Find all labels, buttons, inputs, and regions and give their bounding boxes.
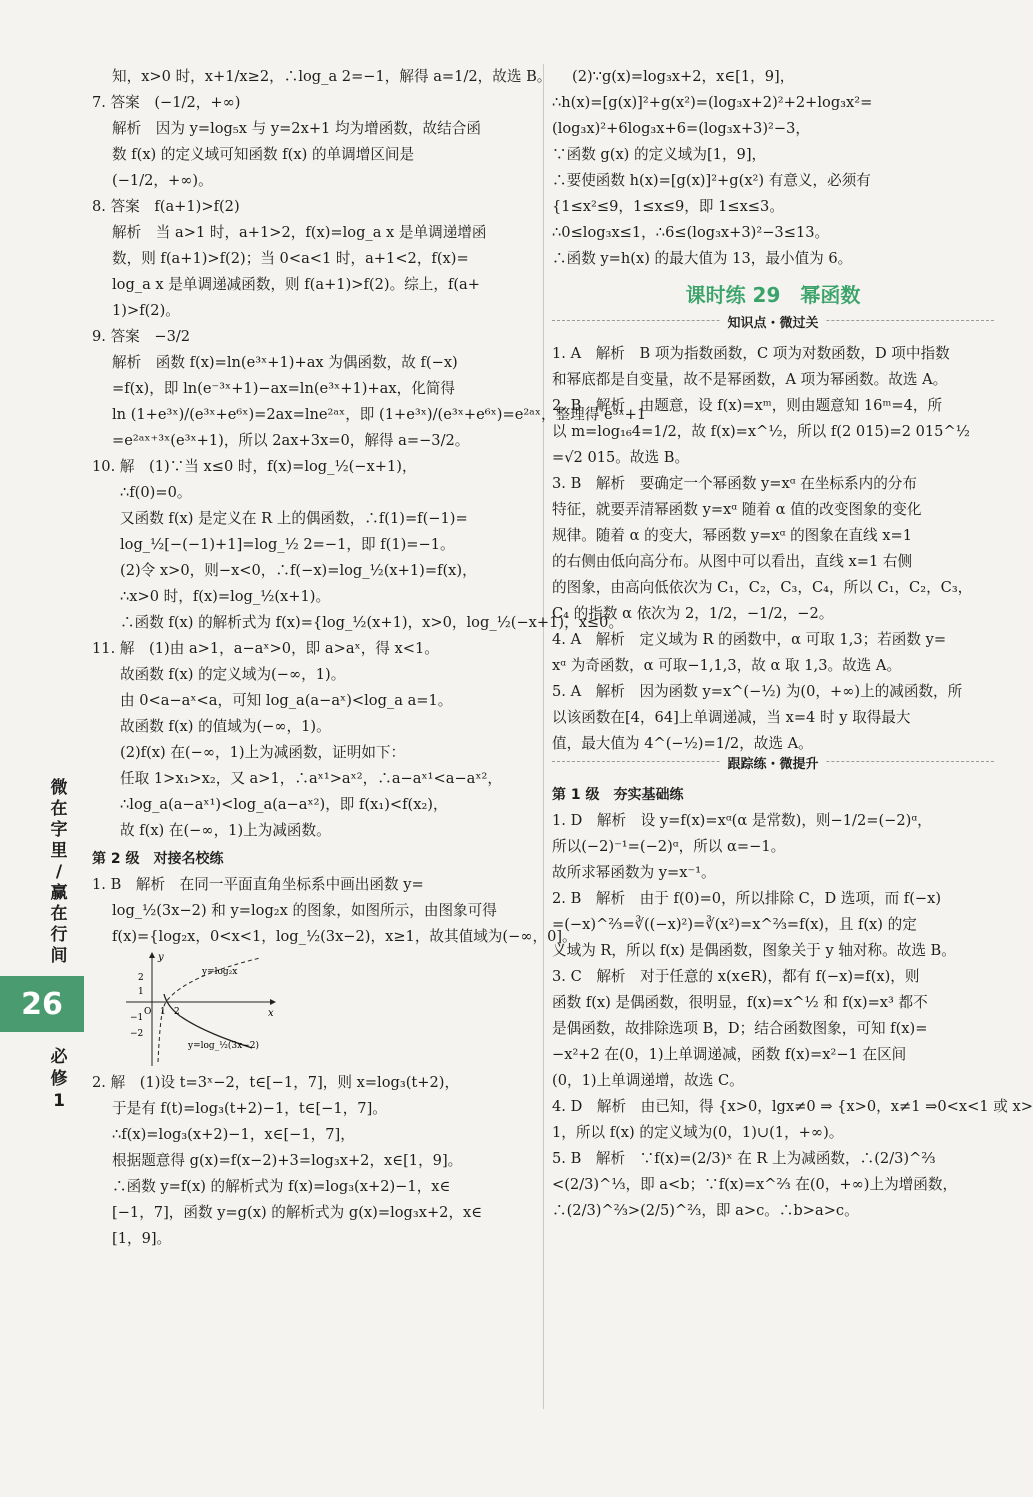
text-line: xᵅ 为奇函数，α 可取−1,1,3，故 α 取 1,3。故选 A。 <box>552 657 902 674</box>
text-line: ∴h(x)=[g(x)]²+g(x²)=(log₃x+2)²+2+log₃x²= <box>552 94 873 111</box>
text-line: 的右侧由低向高分布。从图中可以看出，直线 x=1 右侧 <box>552 553 913 570</box>
text-line: 4. A 解析 定义域为 R 的函数中，α 可取 1,3；若函数 y= <box>552 631 947 648</box>
text-line: 10. 解 (1)∵当 x≤0 时，f(x)=log_½(−x+1)， <box>92 458 417 475</box>
text-line: 根据题意得 g(x)=f(x−2)+3=log₃x+2，x∈[1，9]。 <box>112 1152 463 1169</box>
graph-tick-y-neg1: −1 <box>130 1013 144 1023</box>
text-line: 值，最大值为 4^(−½)=1/2，故选 A。 <box>552 735 813 752</box>
text-line: 特征，就要弄清幂函数 y=xᵅ 随着 α 值的改变图象的变化 <box>552 501 922 518</box>
margin-title <box>44 778 74 967</box>
text-line: 所以(−2)⁻¹=(−2)ᵅ，所以 α=−1。 <box>552 838 786 855</box>
text-line: 11. 解 (1)由 a>1，a−aˣ>0，即 a>aˣ，得 x<1。 <box>92 640 439 657</box>
text-line: 7. 答案 (−1/2，+∞) <box>92 94 241 111</box>
text-line: ∴(2/3)^⅔>(2/5)^⅔，即 a>c。∴b>a>c。 <box>552 1202 859 1219</box>
text-line: 和幂底都是自变量，故不是幂函数，A 项为幂函数。故选 A。 <box>552 371 948 388</box>
text-line: 又函数 f(x) 是定义在 R 上的偶函数，∴f(1)=f(−1)= <box>120 510 468 527</box>
text-line: ∴函数 f(x) 的解析式为 f(x)={log_½(x+1)，x>0，log_½(−x+1)，x≤0。 <box>120 614 624 631</box>
text-line: 8. 答案 f(a+1)>f(2) <box>92 198 240 215</box>
margin-title-char: 赢 <box>50 883 68 903</box>
text-line: 故函数 f(x) 的定义域为(−∞，1)。 <box>120 666 346 683</box>
text-line: 1，所以 f(x) 的定义域为(0，1)∪(1，+∞)。 <box>552 1124 844 1141</box>
graph-axis-x-label: x <box>268 1008 274 1019</box>
text-line: 3. C 解析 对于任意的 x(x∈R)，都有 f(−x)=f(x)，则 <box>552 968 920 985</box>
text-line: (−1/2，+∞)。 <box>112 172 213 189</box>
graph-label-lower: y=log_½(3x−2) <box>188 1041 259 1051</box>
text-line: =√2 015。故选 B。 <box>552 449 690 466</box>
level1-heading: 第 1 级 夯实基础练 <box>552 787 684 803</box>
text-line: <(2/3)^⅓，即 a<b；∵f(x)=x^⅔ 在(0，+∞)上为增函数， <box>552 1176 958 1193</box>
column-divider <box>543 64 544 1409</box>
text-line: 数 f(x) 的定义域可知函数 f(x) 的单调增区间是 <box>112 146 415 163</box>
text-line: f(x)={log₂x，0<x<1，log_½(3x−2)，x≥1，故其值域为(−∞，0]。 <box>112 928 577 945</box>
text-line: 5. A 解析 因为函数 y=x^(−½) 为(0，+∞)上的减函数，所 <box>552 683 963 700</box>
left-problem2-block <box>92 1070 536 1252</box>
text-line: 是偶函数，故排除选项 B，D；结合函数图象，可知 f(x)= <box>552 1020 928 1037</box>
text-line: ∴要使函数 h(x)=[g(x)]²+g(x²) 有意义，必须有 <box>552 172 871 189</box>
text-line: 以 m=log₁₆4=1/2，故 f(x)=x^½，所以 f(2 015)=2 015^½ <box>552 423 970 440</box>
margin-title-char: 在 <box>50 799 68 819</box>
text-line: log_½(3x−2) 和 y=log₂x 的图象，如图所示，由图象可得 <box>112 902 497 919</box>
text-line: ∴f(x)=log₃(x+2)−1，x∈[−1，7]， <box>112 1126 355 1143</box>
right-column <box>552 64 1033 1224</box>
text-line: 1. D 解析 设 y=f(x)=xᵅ(α 是常数)，则−1/2=(−2)ᵅ， <box>552 812 932 829</box>
text-line: 任取 1>x₁>x₂，又 a>1，∴aˣ¹>aˣ²，∴a−aˣ¹<a−aˣ²， <box>120 770 502 787</box>
text-line: 5. B 解析 ∵f(x)=(2/3)ˣ 在 R 上为减函数，∴(2/3)^⅔ <box>552 1150 936 1167</box>
book-volume <box>44 1046 74 1112</box>
text-line: 于是有 f(t)=log₃(t+2)−1，t∈[−1，7]。 <box>112 1100 387 1117</box>
text-line: 解析 函数 f(x)=ln(e³ˣ+1)+ax 为偶函数，故 f(−x) <box>112 354 458 371</box>
graph-tick-x-1: 1 <box>160 1007 166 1017</box>
graph-tick-y-2: 2 <box>138 973 144 983</box>
text-line: 2. B 解析 由题意，设 f(x)=xᵐ，则由题意知 16ᵐ=4，所 <box>552 397 943 414</box>
text-line: 4. D 解析 由已知，得 {x>0，lgx≠0 ⇒ {x>0，x≠1 ⇒0<x<1 或 x> <box>552 1098 1033 1115</box>
book-volume-char: 修 <box>50 1069 68 1089</box>
text-line: [−1，7]，函数 y=g(x) 的解析式为 g(x)=log₃x+2，x∈ <box>112 1204 483 1221</box>
graph-tick-y-1: 1 <box>138 987 144 997</box>
text-line: ∵函数 g(x) 的定义域为[1，9]， <box>552 146 767 163</box>
text-line: ∴log_a(a−aˣ¹)<log_a(a−aˣ²)，即 f(x₁)<f(x₂)， <box>120 796 448 813</box>
book-volume-char: 必 <box>50 1047 68 1067</box>
lesson-title: 课时练 29 幂函数 <box>685 283 861 307</box>
right-continuation-block <box>552 64 994 272</box>
text-line: 2. 解 (1)设 t=3ˣ−2，t∈[−1，7]，则 x=log₃(t+2)， <box>92 1074 460 1091</box>
section-divider-2 <box>552 757 994 778</box>
graph-tick-y-neg2: −2 <box>130 1029 144 1039</box>
text-line: ∴函数 y=h(x) 的最大值为 13，最小值为 6。 <box>552 250 853 267</box>
margin-title-char: / <box>55 862 63 882</box>
text-line: 解析 当 a>1 时，a+1>2，f(x)=log_a x 是单调递增函 <box>112 224 487 241</box>
text-line: (log₃x)²+6log₃x+6=(log₃x+3)²−3， <box>552 120 810 137</box>
left-level2-block <box>92 872 577 950</box>
text-line: 1. B 解析 在同一平面直角坐标系中画出函数 y= <box>92 876 424 893</box>
text-line: 义域为 R，所以 f(x) 是偶函数，图象关于 y 轴对称。故选 B。 <box>552 942 956 959</box>
graph-origin: O <box>144 1007 152 1017</box>
page-number-tab <box>0 976 84 1032</box>
text-line: log_a x 是单调递减函数，则 f(a+1)>f(2)。综上，f(a+ <box>112 276 480 293</box>
text-line: 1)>f(2)。 <box>112 302 180 319</box>
text-line: ∴x>0 时，f(x)=log_½(x+1)。 <box>120 588 331 605</box>
margin-title-char: 字 <box>50 820 68 840</box>
text-line: 的图象，由高向低依次为 C₁，C₂，C₃，C₄，所以 C₁，C₂，C₃， <box>552 579 973 596</box>
text-line: 3. B 解析 要确定一个幂函数 y=xᵅ 在坐标系内的分布 <box>552 475 917 492</box>
graph-label-upper: y=log₂x <box>202 967 238 977</box>
text-line: =e²ᵃˣ⁺³ˣ(e³ˣ+1)，所以 2ax+3x=0，解得 a=−3/2。 <box>112 432 470 449</box>
level2-heading: 第 2 级 对接名校练 <box>92 851 224 867</box>
text-line: 2. B 解析 由于 f(0)=0，所以排除 C，D 选项，而 f(−x) <box>552 890 942 907</box>
x-axis-arrow <box>270 999 276 1005</box>
text-line: (2)f(x) 在(−∞，1)上为减函数，证明如下： <box>120 744 406 761</box>
right-knowledge-block <box>552 341 994 757</box>
margin-title-char: 里 <box>50 841 68 861</box>
text-line: C₄ 的指数 α 依次为 2，1/2，−1/2，−2。 <box>552 605 834 622</box>
section-title-practice: 跟踪练・微提升 <box>719 752 826 778</box>
text-line: 故函数 f(x) 的值域为(−∞，1)。 <box>120 718 331 735</box>
book-volume-char: 1 <box>53 1091 65 1111</box>
text-line: 故 f(x) 在(−∞，1)上为减函数。 <box>120 822 331 839</box>
text-line: =(−x)^⅔=∛((−x)²)=∛(x²)=x^⅔=f(x)，且 f(x) 的定 <box>552 916 917 933</box>
margin-title-char: 在 <box>50 904 68 924</box>
text-line: 数，则 f(a+1)>f(2)；当 0<a<1 时，a+1<2，f(x)= <box>112 250 469 267</box>
text-line: log_½[−(−1)+1]=log_½ 2=−1，即 f(1)=−1。 <box>120 536 455 553</box>
text-line: ln (1+e³ˣ)/(e³ˣ+e⁶ˣ)=2ax=lne²ᵃˣ，即 (1+e³ˣ)/(e³ˣ+e⁶ˣ)=e²ᵃˣ，整理得 e³ˣ+1 <box>112 406 647 423</box>
section-divider-1 <box>552 316 994 337</box>
graph-tick-x-2: 2 <box>174 1007 180 1017</box>
page-number: 26 <box>21 986 63 1022</box>
text-line: −x²+2 在(0，1)上单调递减，函数 f(x)=x²−1 在区间 <box>552 1046 907 1063</box>
margin-title-char: 行 <box>50 925 68 945</box>
text-line: 解析 因为 y=log₅x 与 y=2x+1 均为增函数，故结合函 <box>112 120 481 137</box>
text-line: 知，x>0 时，x+1/x≥2，∴log_a 2=−1，解得 a=1/2，故选 B。 <box>112 68 552 85</box>
text-line: 由 0<a−aˣ<a，可知 log_a(a−aˣ)<log_a a=1。 <box>120 692 453 709</box>
text-line: 1. A 解析 B 项为指数函数，C 项为对数函数，D 项中指数 <box>552 345 950 362</box>
text-line: ∴f(0)=0。 <box>120 484 192 501</box>
text-line: ∴0≤log₃x≤1，∴6≤(log₃x+3)²−3≤13。 <box>552 224 830 241</box>
text-line: 规律。随着 α 的变大，幂函数 y=xᵅ 的图象在直线 x=1 <box>552 527 913 544</box>
text-line: (0，1)上单调递增，故选 C。 <box>552 1072 744 1089</box>
margin-title-char: 微 <box>50 778 68 798</box>
section-title-knowledge: 知识点・微过关 <box>719 311 826 337</box>
text-line: 函数 f(x) 是偶函数，很明显，f(x)=x^½ 和 f(x)=x³ 都不 <box>552 994 928 1011</box>
text-line: 故所求幂函数为 y=x⁻¹。 <box>552 864 716 881</box>
right-level1-block <box>552 808 1033 1224</box>
text-line: 以该函数在[4，64]上单调递减，当 x=4 时 y 取得最大 <box>552 709 911 726</box>
y-axis-arrow <box>149 952 155 958</box>
text-line: (2)∵g(x)=log₃x+2，x∈[1，9]， <box>572 68 795 85</box>
text-line: [1，9]。 <box>112 1230 172 1247</box>
text-line: =f(x)，即 ln(e⁻³ˣ+1)−ax=ln(e³ˣ+1)+ax，化简得 <box>112 380 455 397</box>
log-graph <box>120 950 280 1070</box>
text-line: ∴函数 y=f(x) 的解析式为 f(x)=log₃(x+2)−1，x∈ <box>112 1178 451 1195</box>
margin-title-char: 间 <box>50 946 68 966</box>
text-line: 9. 答案 −3/2 <box>92 328 191 345</box>
text-line: {1≤x²≤9，1≤x≤9，即 1≤x≤3。 <box>552 198 784 215</box>
graph-axis-y-label: y <box>158 952 164 963</box>
text-line: (2)令 x>0，则−x<0，∴f(−x)=log_½(x+1)=f(x)， <box>120 562 477 579</box>
